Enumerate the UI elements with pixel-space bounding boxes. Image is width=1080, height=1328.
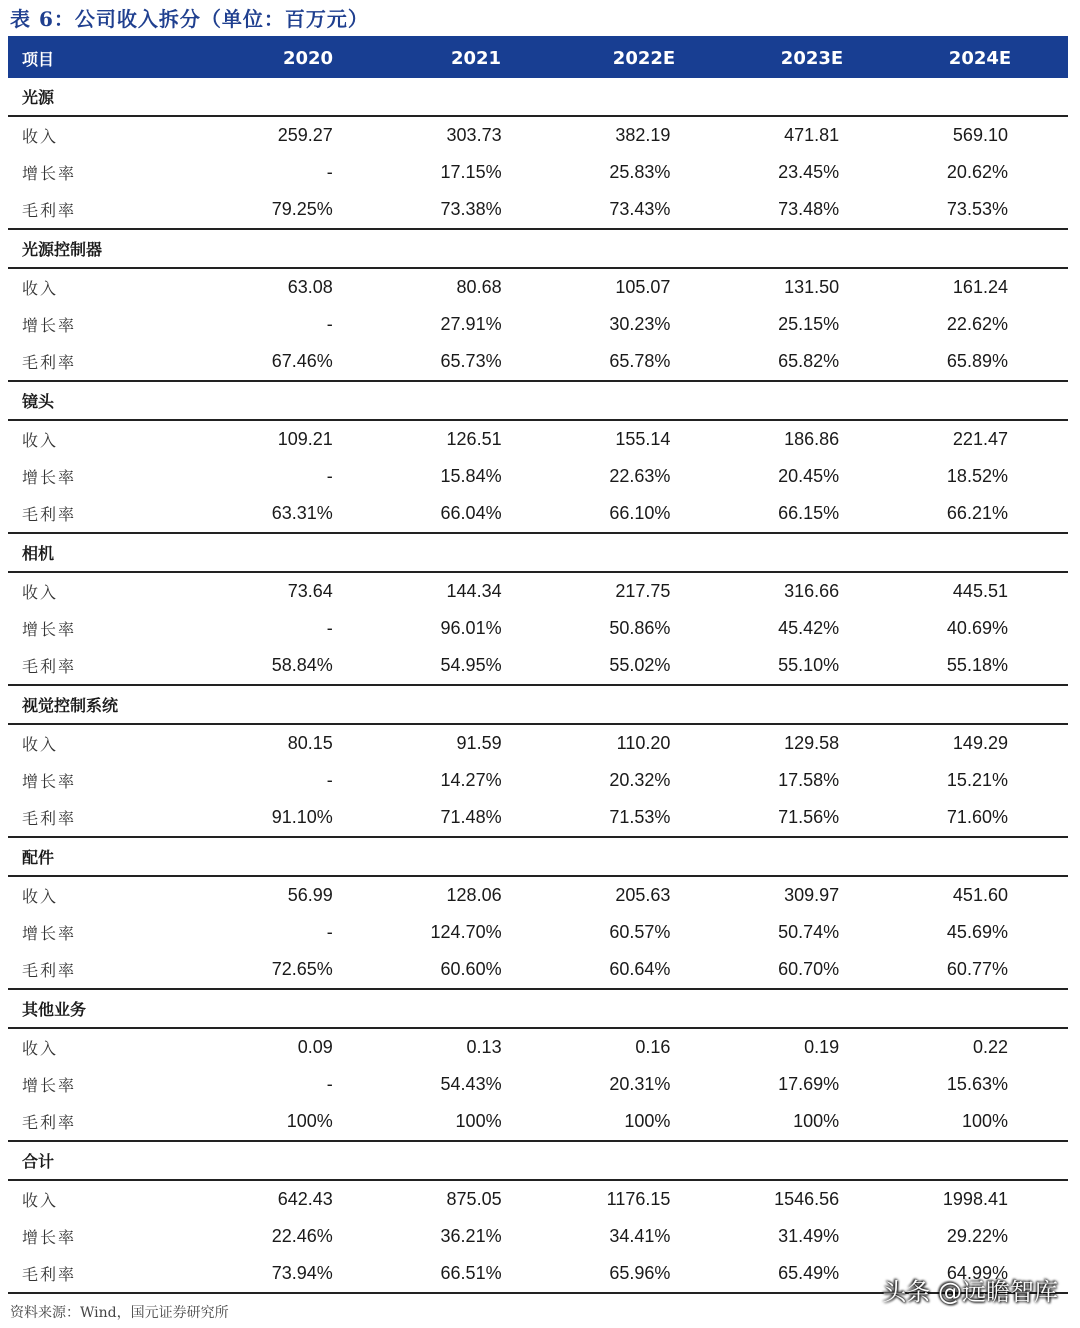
- table-cell: 60.60%: [440, 959, 502, 979]
- table-section: [8, 382, 1068, 534]
- table-cell: 50.74%: [778, 922, 840, 942]
- table-cell: 34.41%: [609, 1226, 671, 1246]
- table-cell: 63.08: [287, 277, 333, 297]
- section-title-row: [8, 1142, 1068, 1181]
- table-cell: 17.58%: [778, 770, 840, 790]
- table-cell: 25.83%: [609, 162, 671, 182]
- table-cell: 66.04%: [440, 503, 502, 523]
- table-cell: 63.31%: [271, 503, 333, 523]
- table-cell: 105.07: [615, 277, 671, 297]
- table-cell: 45.42%: [778, 618, 840, 638]
- table-row: [8, 306, 1068, 343]
- table-cell: 65.49%: [778, 1263, 840, 1283]
- table-row: [8, 269, 1068, 306]
- table-cell: 22.63%: [609, 466, 671, 486]
- table-cell: 60.57%: [609, 922, 671, 942]
- table-cell: 45.69%: [946, 922, 1008, 942]
- table-cell: 65.96%: [609, 1263, 671, 1283]
- table-cell: 217.75: [615, 581, 671, 601]
- row-label: 增长率: [22, 620, 77, 639]
- row-label: 毛利率: [22, 657, 77, 676]
- table-cell: 73.48%: [778, 199, 840, 219]
- table-cell: 73.38%: [440, 199, 502, 219]
- row-label: 收入: [22, 1039, 59, 1058]
- table-cell: 72.65%: [271, 959, 333, 979]
- table-cell: 71.53%: [609, 807, 671, 827]
- table-row: [8, 951, 1068, 988]
- table-row: [8, 1066, 1068, 1103]
- table-row: [8, 343, 1068, 380]
- section-title-row: [8, 686, 1068, 725]
- row-label: 收入: [22, 583, 59, 602]
- table-cell: 1176.15: [606, 1189, 671, 1209]
- table-cell: 303.73: [446, 125, 502, 145]
- header-year: 2023E: [780, 47, 844, 69]
- table-cell: 0.13: [466, 1037, 502, 1057]
- table-cell: 55.10%: [778, 655, 840, 675]
- section-title: 视觉控制系统: [22, 696, 119, 715]
- table-cell: 0.16: [635, 1037, 671, 1057]
- table-cell: 71.48%: [440, 807, 502, 827]
- table-cell: 56.99: [287, 885, 333, 905]
- table-cell: 64.99%: [946, 1263, 1008, 1283]
- table-cell: 875.05: [446, 1189, 502, 1209]
- table-row: [8, 458, 1068, 495]
- table-section: [8, 686, 1068, 838]
- section-title: 镜头: [22, 392, 55, 411]
- table-cell: 22.62%: [946, 314, 1008, 334]
- table-cell: 96.01%: [440, 618, 502, 638]
- table-cell: -: [326, 314, 333, 334]
- table-row: [8, 117, 1068, 154]
- table-cell: 451.60: [952, 885, 1008, 905]
- section-title: 合计: [22, 1152, 55, 1171]
- table-cell: 471.81: [784, 125, 840, 145]
- table-cell: 110.20: [616, 733, 671, 753]
- table-section: [8, 838, 1068, 990]
- table-cell: 79.25%: [271, 199, 333, 219]
- revenue-table: [8, 36, 1068, 1294]
- table-cell: -: [326, 1074, 333, 1094]
- table-cell: 60.64%: [609, 959, 671, 979]
- table-cell: 31.49%: [778, 1226, 840, 1246]
- table-section: [8, 78, 1068, 230]
- table-cell: 109.21: [277, 429, 333, 449]
- table-row: [8, 154, 1068, 191]
- table-cell: 66.21%: [946, 503, 1008, 523]
- table-cell: 221.47: [952, 429, 1008, 449]
- table-cell: 445.51: [952, 581, 1008, 601]
- table-cell: 40.69%: [946, 618, 1008, 638]
- row-label: 收入: [22, 127, 59, 146]
- table-row: [8, 762, 1068, 799]
- table-row: [8, 647, 1068, 684]
- table-cell: 55.02%: [609, 655, 671, 675]
- table-cell: 67.46%: [271, 351, 333, 371]
- row-label: 增长率: [22, 772, 77, 791]
- table-cell: 642.43: [277, 1189, 333, 1209]
- table-row: [8, 725, 1068, 762]
- table-cell: 20.45%: [778, 466, 840, 486]
- row-label: 收入: [22, 431, 59, 450]
- table-cell: 126.51: [446, 429, 502, 449]
- row-label: 增长率: [22, 1076, 77, 1095]
- table-cell: 29.22%: [946, 1226, 1008, 1246]
- table-cell: 71.56%: [778, 807, 840, 827]
- table-body: [8, 78, 1068, 1294]
- table-cell: 124.70%: [430, 922, 502, 942]
- table-cell: -: [326, 770, 333, 790]
- table-row: [8, 877, 1068, 914]
- table-cell: 15.84%: [440, 466, 502, 486]
- section-title-row: [8, 838, 1068, 877]
- table-cell: 71.60%: [946, 807, 1008, 827]
- table-cell: 73.43%: [609, 199, 671, 219]
- header-item-label: 项目: [22, 49, 55, 69]
- table-row: [8, 495, 1068, 532]
- table-cell: 58.84%: [271, 655, 333, 675]
- table-cell: 50.86%: [609, 618, 671, 638]
- section-title-row: [8, 990, 1068, 1029]
- table-section: [8, 990, 1068, 1142]
- table-row: [8, 1029, 1068, 1066]
- section-title-row: [8, 382, 1068, 421]
- row-label: 收入: [22, 887, 59, 906]
- header-year: 2024E: [948, 47, 1012, 69]
- section-title-row: [8, 230, 1068, 269]
- table-cell: 1546.56: [774, 1189, 840, 1209]
- table-cell: 14.27%: [440, 770, 502, 790]
- table-title: 表 6：公司收入拆分（单位：百万元）: [10, 7, 369, 31]
- table-cell: 131.50: [784, 277, 840, 297]
- table-cell: 23.45%: [778, 162, 840, 182]
- table-row: [8, 191, 1068, 228]
- table-row: [8, 421, 1068, 458]
- table-cell: 20.32%: [609, 770, 671, 790]
- table-cell: 100%: [624, 1111, 671, 1131]
- table-cell: 65.89%: [946, 351, 1008, 371]
- table-cell: 54.43%: [440, 1074, 502, 1094]
- table-cell: 20.62%: [946, 162, 1008, 182]
- table-cell: 20.31%: [609, 1074, 671, 1094]
- table-cell: 100%: [793, 1111, 840, 1131]
- table-section: [8, 534, 1068, 686]
- table-cell: 15.21%: [946, 770, 1008, 790]
- table-cell: 73.64: [287, 581, 333, 601]
- table-cell: 80.68: [456, 277, 502, 297]
- section-title-row: [8, 534, 1068, 573]
- table-cell: 65.78%: [609, 351, 671, 371]
- section-title-row: [8, 78, 1068, 117]
- row-label: 毛利率: [22, 353, 77, 372]
- row-label: 毛利率: [22, 809, 77, 828]
- header-year: 2020: [282, 47, 334, 69]
- table-row: [8, 573, 1068, 610]
- row-label: 收入: [22, 279, 59, 298]
- row-label: 增长率: [22, 924, 77, 943]
- table-cell: 80.15: [287, 733, 333, 753]
- row-label: 收入: [22, 735, 59, 754]
- table-cell: 100%: [455, 1111, 502, 1131]
- table-cell: 569.10: [952, 125, 1008, 145]
- table-cell: 17.15%: [440, 162, 502, 182]
- table-cell: -: [326, 466, 333, 486]
- table-row: [8, 1103, 1068, 1140]
- table-cell: 54.95%: [440, 655, 502, 675]
- table-cell: -: [326, 922, 333, 942]
- table-cell: 73.94%: [271, 1263, 333, 1283]
- table-cell: 55.18%: [946, 655, 1008, 675]
- row-label: 增长率: [22, 468, 77, 487]
- table-row: [8, 1218, 1068, 1255]
- table-cell: 66.10%: [609, 503, 671, 523]
- table-cell: 0.09: [297, 1037, 333, 1057]
- table-cell: 129.58: [784, 733, 840, 753]
- table-row: [8, 799, 1068, 836]
- table-cell: -: [326, 162, 333, 182]
- header-year: 2022E: [612, 47, 676, 69]
- table-cell: 66.15%: [778, 503, 840, 523]
- watermark: 头条 @远瞻智库: [882, 1278, 1058, 1306]
- table-cell: 149.29: [952, 733, 1008, 753]
- table-cell: 65.73%: [440, 351, 502, 371]
- table-cell: 18.52%: [946, 466, 1008, 486]
- table-cell: 36.21%: [440, 1226, 502, 1246]
- table-cell: 65.82%: [778, 351, 840, 371]
- table-row: [8, 1181, 1068, 1218]
- table-row: [8, 914, 1068, 951]
- section-title: 配件: [22, 848, 55, 867]
- table-header: [8, 36, 1068, 78]
- table-cell: 186.86: [784, 429, 840, 449]
- table-cell: 15.63%: [946, 1074, 1008, 1094]
- table-cell: 100%: [961, 1111, 1008, 1131]
- row-label: 毛利率: [22, 1265, 77, 1284]
- row-label: 增长率: [22, 1228, 77, 1247]
- section-title: 相机: [22, 544, 55, 563]
- table-cell: 128.06: [446, 885, 502, 905]
- table-cell: 22.46%: [271, 1226, 333, 1246]
- table-row: [8, 610, 1068, 647]
- table-cell: 73.53%: [946, 199, 1008, 219]
- row-label: 收入: [22, 1191, 59, 1210]
- table-cell: 205.63: [615, 885, 671, 905]
- table-cell: 155.14: [615, 429, 671, 449]
- header-year: 2021: [450, 47, 502, 69]
- table-cell: 17.69%: [778, 1074, 840, 1094]
- table-cell: 144.34: [446, 581, 502, 601]
- table-cell: 91.10%: [271, 807, 333, 827]
- table-cell: 30.23%: [609, 314, 671, 334]
- table-cell: 0.22: [972, 1037, 1008, 1057]
- row-label: 毛利率: [22, 961, 77, 980]
- section-title: 光源控制器: [22, 240, 103, 259]
- table-cell: 91.59: [456, 733, 502, 753]
- section-title: 光源: [22, 88, 55, 107]
- table-cell: 1998.41: [942, 1189, 1008, 1209]
- table-section: [8, 230, 1068, 382]
- row-label: 增长率: [22, 316, 77, 335]
- row-label: 毛利率: [22, 505, 77, 524]
- section-title: 其他业务: [22, 1000, 87, 1019]
- table-cell: 309.97: [784, 885, 840, 905]
- table-cell: 27.91%: [440, 314, 502, 334]
- table-cell: 60.70%: [778, 959, 840, 979]
- table-cell: 60.77%: [946, 959, 1008, 979]
- table-cell: 382.19: [615, 125, 671, 145]
- table-cell: 0.19: [804, 1037, 840, 1057]
- table-cell: 316.66: [784, 581, 840, 601]
- row-label: 增长率: [22, 164, 77, 183]
- table-cell: -: [326, 618, 333, 638]
- table-cell: 66.51%: [440, 1263, 502, 1283]
- row-label: 毛利率: [22, 201, 77, 220]
- table-cell: 259.27: [277, 125, 333, 145]
- table-cell: 100%: [286, 1111, 333, 1131]
- row-label: 毛利率: [22, 1113, 77, 1132]
- source-note: 资料来源：Wind，国元证券研究所: [10, 1305, 229, 1321]
- table-cell: 25.15%: [778, 314, 840, 334]
- table-cell: 161.24: [952, 277, 1008, 297]
